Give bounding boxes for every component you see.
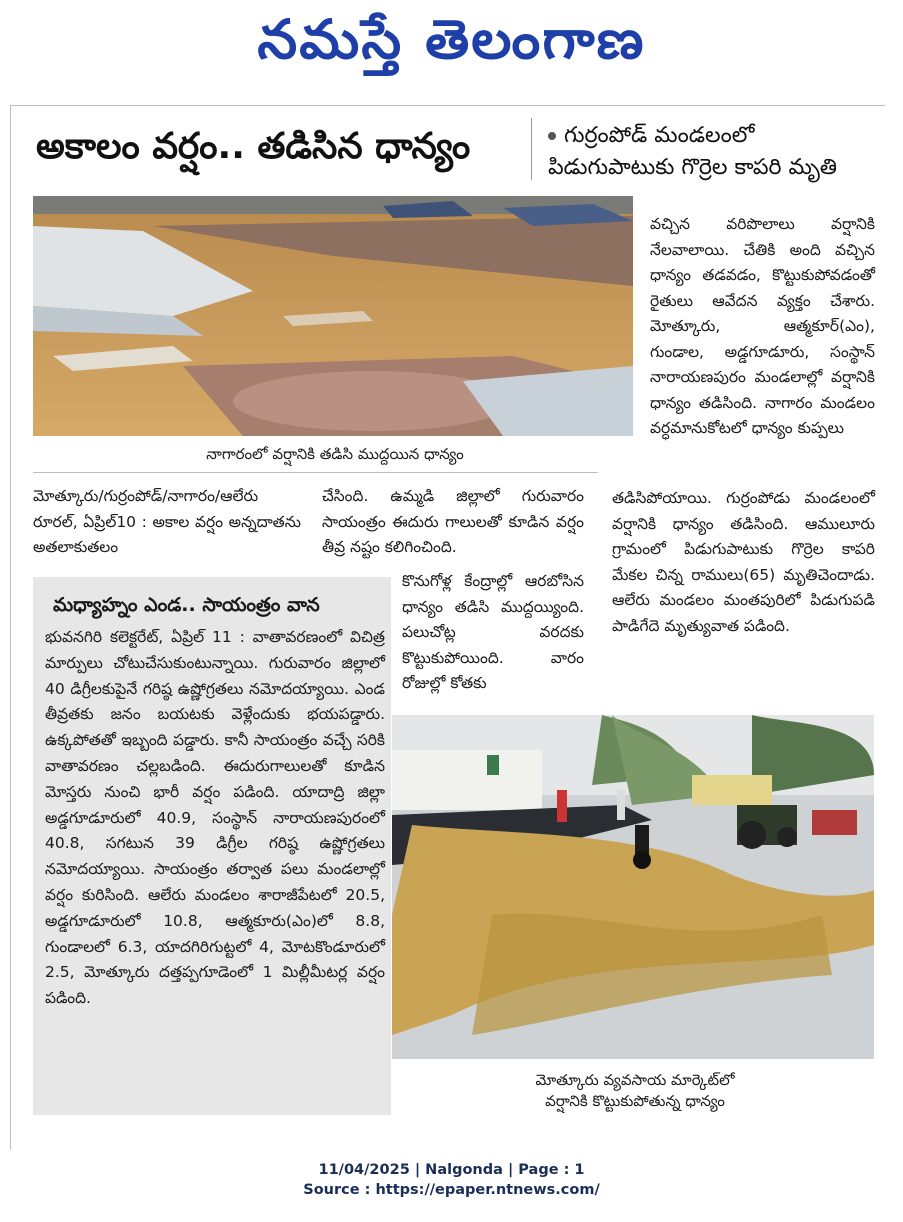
headline: అకాలం వర్షం.. తడిసిన ధాన్యం bbox=[36, 126, 471, 167]
masthead-title: నమస్తే తెలంగాణ bbox=[257, 8, 646, 71]
left-rule bbox=[10, 105, 11, 1150]
photo2-image bbox=[392, 715, 874, 1059]
weather-box bbox=[33, 577, 391, 1115]
masthead bbox=[0, 0, 903, 80]
photo-market-grain bbox=[392, 715, 874, 1059]
photo2-caption bbox=[470, 1070, 800, 1112]
headline-divider bbox=[531, 118, 532, 180]
article-col3-top: వచ్చిన వరిపొలాలు వర్షానికి నేలవాలాయి. చేతికి అంది వచ్చిన ధాన్యం తడవడం, కొట్టుకుపోవడంతో రైతులు ఆవేదన వ్యక్తం చేశారు. మోత్కూరు, ఆత్మకూర్(ఎం), గుండాల, అడ్డగూడూరు, సంస్థాన్ నారాయణపురం మండలాల్లో వర్షానికి ధాన్యం తడిసింది. నాగారం మండలం వర్ధమానుకోటలో ధాన్యం కుప్పలు bbox=[650, 215, 875, 437]
box-title: మధ్యాహ్నం ఎండ.. సాయంత్రం వాన bbox=[53, 594, 320, 616]
photo1-caption: నాగారంలో వర్షానికి తడిసి ముద్దయిన ధాన్యం bbox=[206, 445, 464, 463]
photo-wet-grain-nagaram bbox=[33, 196, 633, 436]
caption-rule bbox=[33, 472, 598, 473]
top-rule bbox=[10, 105, 885, 106]
box-body: భువనగిరి కలెక్టరేట్, ఏప్రిల్ 11 : వాతావరణంలో విచిత్ర మార్పులు చోటుచేసుకుంటున్నాయి. గురువారం జిల్లాలో 40 డిగ్రీలకుపైనే గరిష్ఠ ఉష్ణోగ్రతలు నమోదయ్యాయి. ఎండ తీవ్రతకు జనం బయటకు వెళ్లేందుకు భయపడ్డారు. ఉక్కపోతతో ఇబ్బంది పడ్డారు. కానీ సాయంత్రం వచ్చే సరికి వాతావరణం చల్లబడింది. ఈదురుగాలులతో కూడిన మోస్తరు నుంచి భారీ వర్షం పడింది. యాదాద్రి జిల్లా అడ్డగూడూరులో 40.9, సంస్థాన్ నారాయణపురంలో 40.8, సగటున 39 డిగ్రీల గరిష్ఠ ఉష్ణోగ్రతలు నమోదయ్యాయి. సాయంత్రం తర్వాత పలు మండలాల్లో వర్షం కురిసింది. ఆలేరు మండలం శారాజీపేటలో 20.5, అడ్డగూడూరులో 10.8, ఆత్మకూరు(ఎం)లో 8.8, గుండాలలో 6.3, యాదగిరిగుట్టలో 4, మోటకొండూరులో 2.5, మోత్కూరు దత్తప్పగూడెంలో 1 మిల్లీమీటర్ల వర్షం పడింది. bbox=[45, 628, 385, 1008]
bullet-icon bbox=[548, 132, 556, 140]
article-col2-bottom: కొనుగోళ్ల కేంద్రాల్లో ఆరబోసిన ధాన్యం తడిసి ముద్దయ్యింది. పలుచోట్ల వరదకు కొట్టుకుపోయింది. వారం రోజుల్లో కోతకు bbox=[402, 572, 584, 692]
article-col3-bottom: తడిసిపోయాయి. గుర్రంపోడు మండలంలో వర్షానికి ధాన్యం తడిసింది. ఆములూరు గ్రామంలో పిడుగుపాటుకు గొర్రెల కాపరి మేకల చిన్న రాములు(65) మృతిచెందాడు. ఆలేరు మండలం మంతపురిలో పిడుగుపడి పాడిగేదె మృత్యువాత పడింది. bbox=[612, 489, 875, 635]
photo2-caption-line1: మోత్కూరు వ్యవసాయ మార్కెట్‌లో bbox=[535, 1071, 735, 1089]
footer-edition: 11/04/2025 | Nalgonda | Page : 1 bbox=[318, 1162, 585, 1178]
footer-source: Source : https://epaper.ntnews.com/ bbox=[303, 1182, 600, 1198]
article-col2-top: చేసింది. ఉమ్మడి జిల్లాలో గురువారం సాయంత్రం ఈదురు గాలులతో కూడిన వర్షం తీవ్ర నష్టం కలిగించింది. bbox=[322, 487, 584, 556]
article-col1: మోత్కూరు/గుర్రంపోడ్/నాగారం/ఆలేరు రూరల్, ఏప్రిల్10 : అకాల వర్షం అన్నదాతను అతలాకుతలం bbox=[33, 487, 301, 556]
footer bbox=[0, 1160, 903, 1200]
side-headline bbox=[548, 120, 878, 184]
photo1-image bbox=[33, 196, 633, 436]
photo2-caption-line2: వర్షానికి కొట్టుకుపోతున్న ధాన్యం bbox=[545, 1092, 725, 1110]
side-headline-text: గుర్రంపోడ్ మండలంలో పిడుగుపాటుకు గొర్రెల కాపరి మృతి bbox=[548, 123, 837, 180]
